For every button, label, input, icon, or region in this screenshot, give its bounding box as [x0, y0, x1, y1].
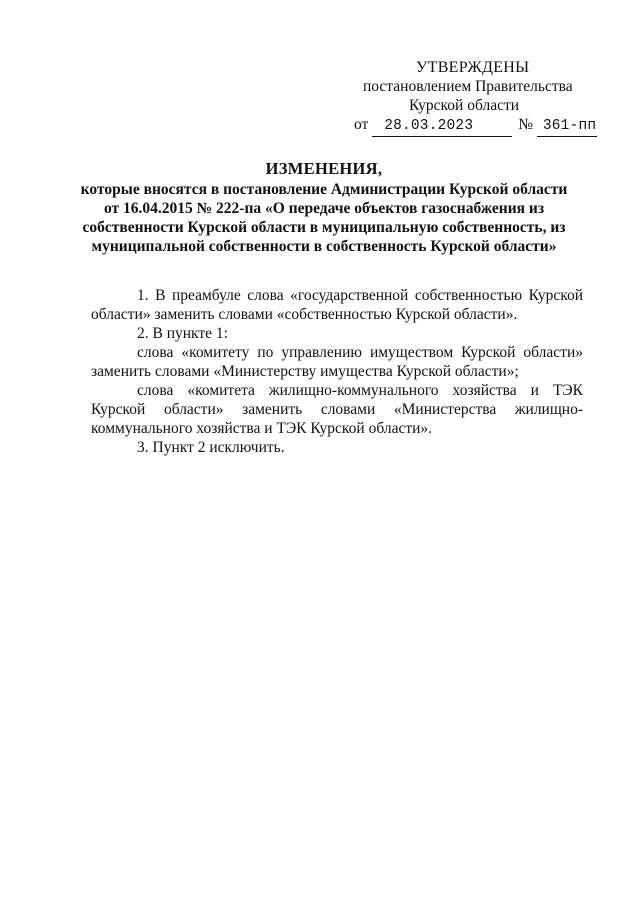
approval-date-number	[354, 115, 597, 137]
approval-number: 361-пп	[537, 116, 597, 137]
body-paragraph: 2. В пункте 1:	[137, 325, 228, 342]
heading-subtitle-line: собственности Курской области в муниципальную собственность, из	[82, 219, 566, 236]
document-heading	[72, 158, 576, 256]
approval-region: Курской области	[409, 97, 520, 114]
approval-title: УТВЕРЖДЕНЫ	[416, 59, 530, 76]
body-paragraph: 1. В преамбуле слова «государственной собственностью Курской области» заменить словами «собственностью Курской области».	[91, 287, 583, 323]
approval-issuer: постановлением Правительства	[363, 78, 573, 95]
body-paragraph: слова «комитету по управлению имуществом Курской области» заменить словами «Министерству имущества Курской области»;	[91, 344, 583, 380]
date-prefix: от	[354, 116, 369, 133]
heading-title: ИЗМЕНЕНИЯ,	[265, 159, 383, 178]
body-paragraph: слова «комитета жилищно-коммунального хозяйства и ТЭК Курской области» заменить словами «Министерства жилищно-коммунального хозяйства и ТЭК Курской области».	[91, 382, 583, 437]
heading-subtitle-line: муниципальной собственности в собственность Курской области»	[91, 238, 557, 255]
approval-date: 28.03.2023	[372, 116, 512, 137]
heading-subtitle-line: от 16.04.2015 № 222-па «О передаче объектов газоснабжения из	[103, 200, 545, 217]
body-paragraph: 3. Пункт 2 исключить.	[137, 439, 285, 456]
heading-subtitle-line: которые вносятся в постановление Администрации Курской области	[80, 181, 568, 198]
number-prefix: №	[518, 116, 533, 133]
document-body	[91, 286, 583, 457]
